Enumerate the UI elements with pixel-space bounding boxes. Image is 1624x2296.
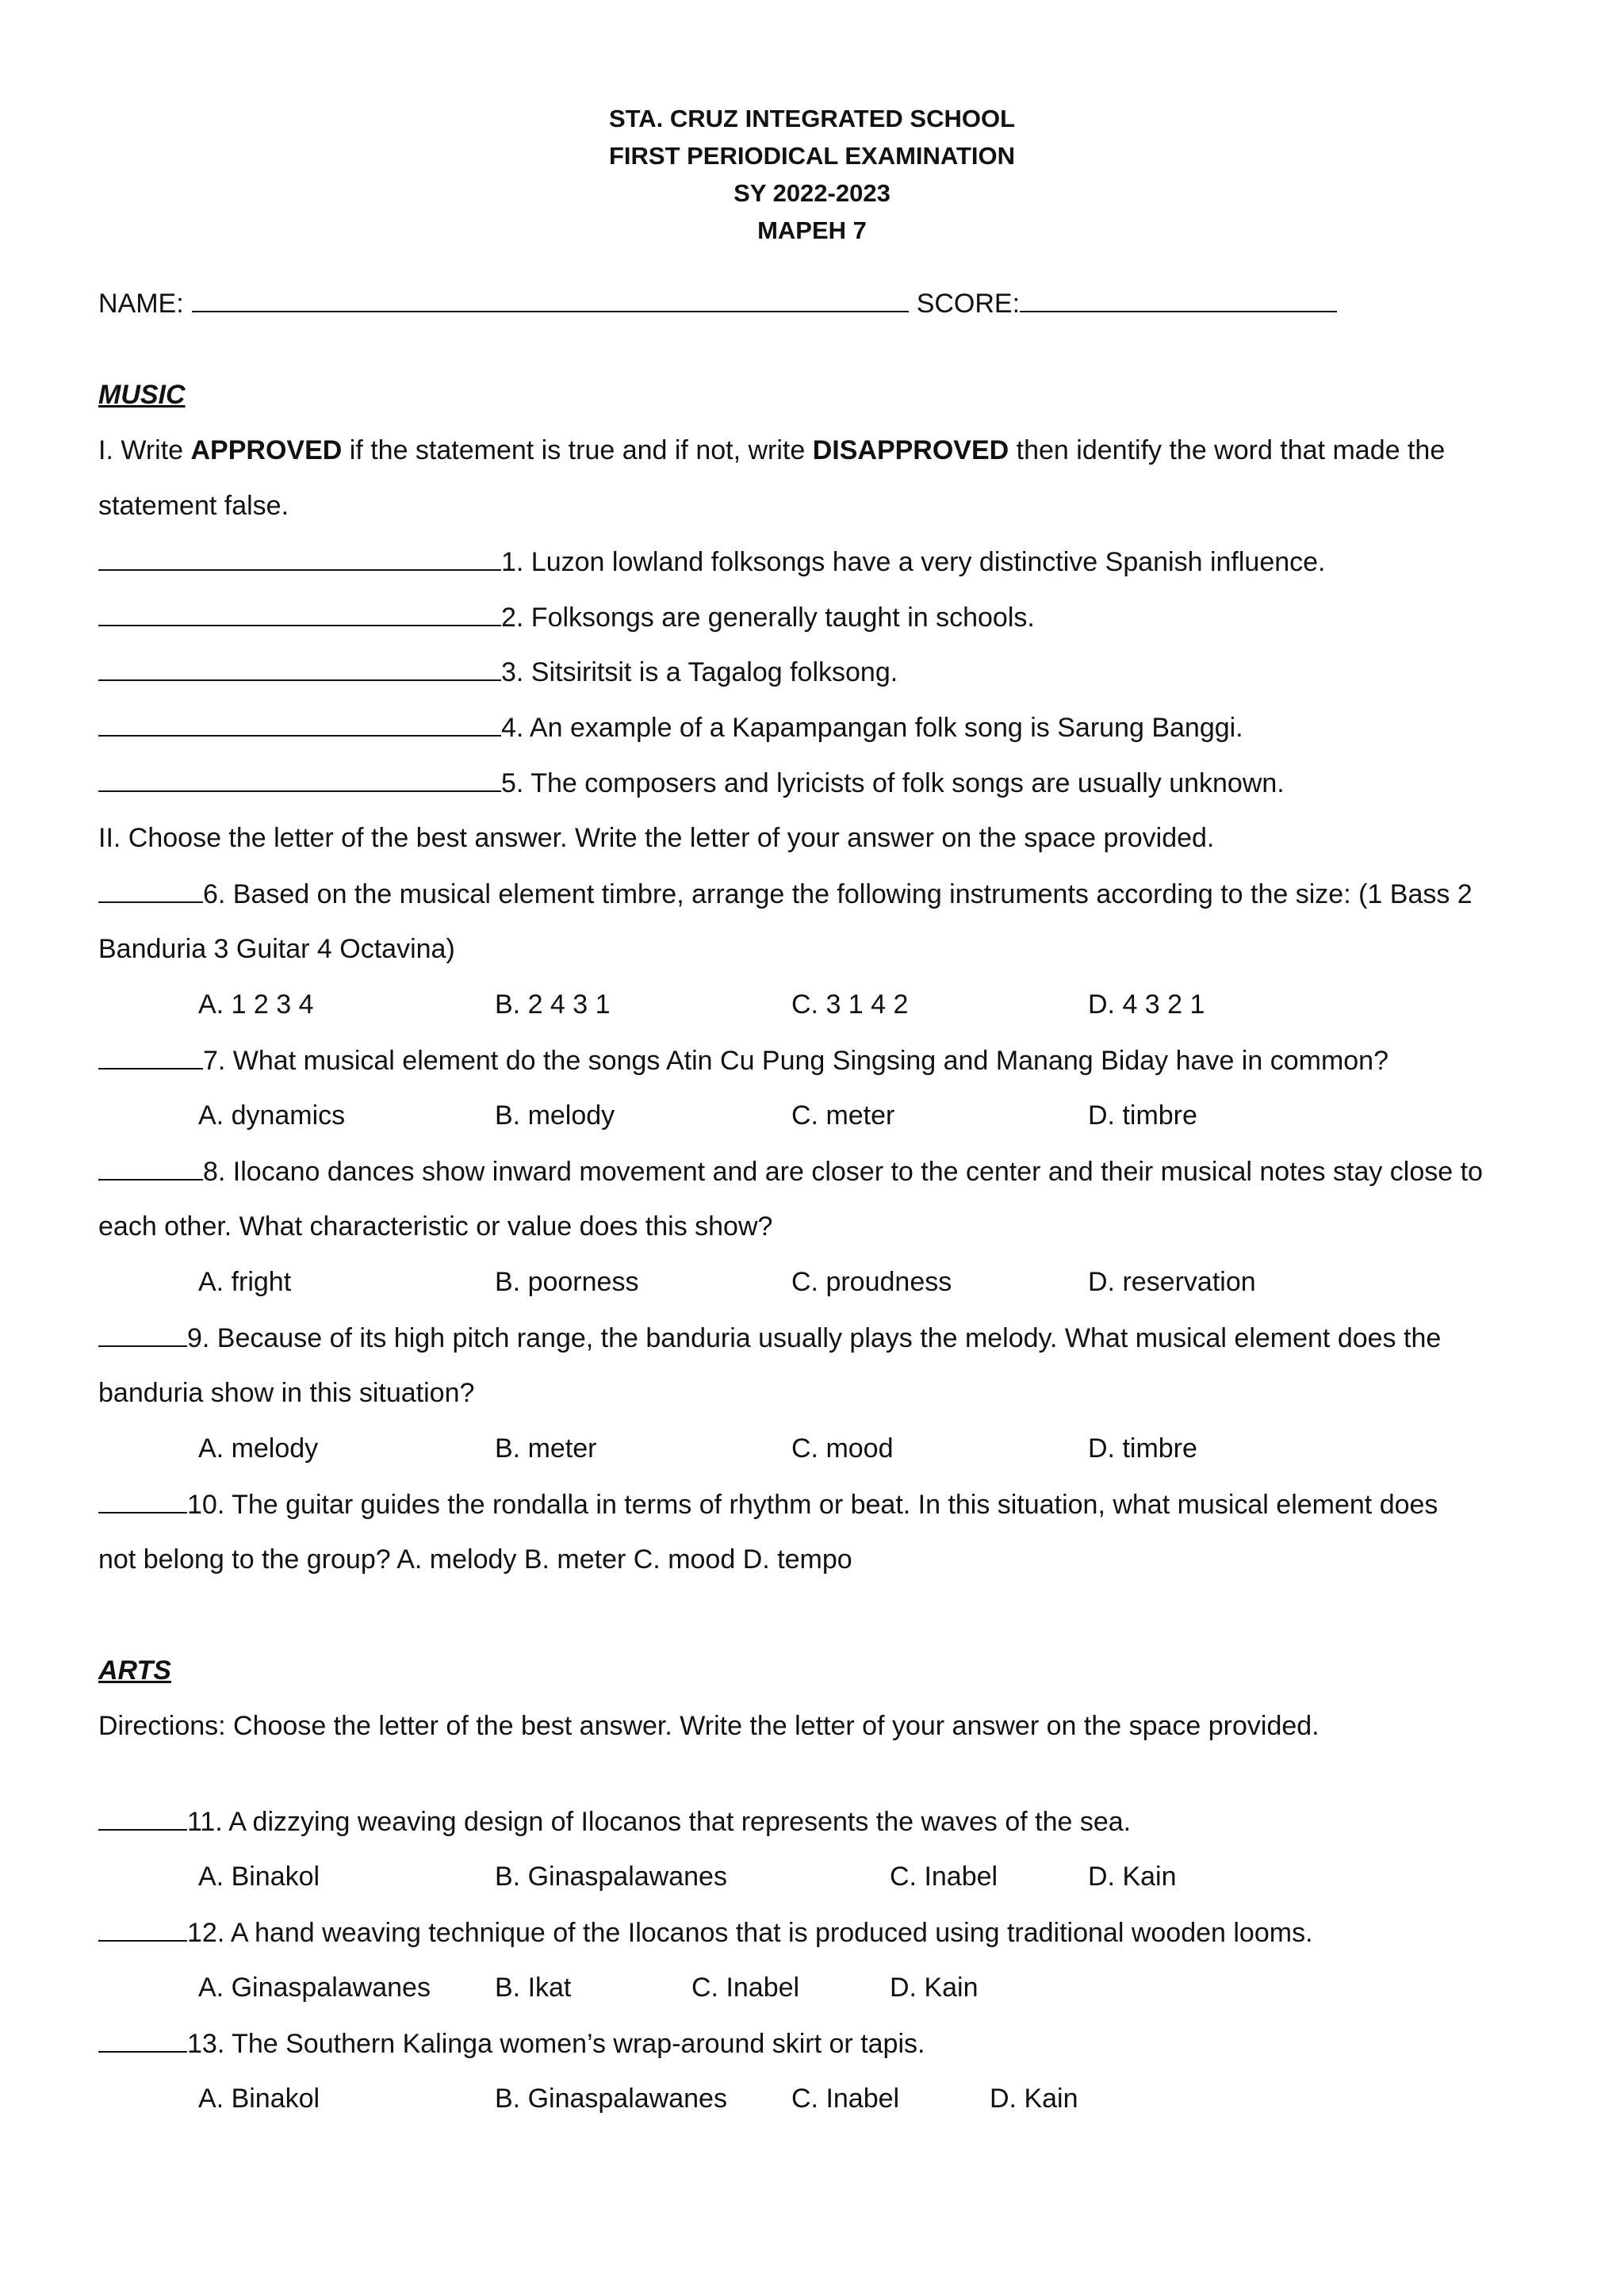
question-11: [98, 1805, 1131, 1838]
disapproved-keyword: DISAPPROVED: [812, 435, 1009, 465]
question-7-text: 7. What musical element do the songs Atin Cu Pung Singsing and Manang Biday have in common?: [203, 1046, 1388, 1076]
question-10-line2: not belong to the group? A. melody B. meter C. mood D. tempo: [98, 1544, 852, 1575]
name-field[interactable]: [192, 287, 909, 312]
part2-instructions: II. Choose the letter of the best answer. Write the letter of your answer on the space provided.: [98, 823, 1215, 853]
question-6: [98, 878, 1473, 910]
q13-choice-a: A. Binakol: [198, 2084, 320, 2114]
q8-choice-b: B. poorness: [495, 1267, 639, 1297]
q11-choice-b: B. Ginaspalawanes: [495, 1862, 727, 1892]
q12-choice-c: C. Inabel: [691, 1973, 800, 2003]
question-2: [98, 601, 1035, 633]
question-7: [98, 1044, 1388, 1077]
answer-blank-1[interactable]: [98, 545, 501, 571]
school-year: SY 2022-2023: [733, 179, 891, 207]
question-8-text: 8. Ilocano dances show inward movement and are closer to the center and their musical notes stay close to: [203, 1157, 1483, 1187]
q7-choice-d: D. timbre: [1088, 1100, 1197, 1131]
q12-choice-a: A. Ginaspalawanes: [198, 1973, 431, 2003]
answer-blank-10[interactable]: [98, 1488, 187, 1513]
score-label: SCORE:: [916, 289, 1021, 319]
answer-blank-13[interactable]: [98, 2027, 187, 2053]
question-3-text: 3. Sitsiritsit is a Tagalog folksong.: [501, 657, 898, 687]
answer-blank-11[interactable]: [98, 1805, 187, 1831]
q6-choice-b: B. 2 4 3 1: [495, 989, 611, 1020]
question-11-text: 11. A dizzying weaving design of Ilocanos that represents the waves of the sea.: [187, 1807, 1132, 1837]
question-10: [98, 1488, 1438, 1521]
q9-choice-b: B. meter: [495, 1433, 597, 1464]
q6-choice-d: D. 4 3 2 1: [1088, 989, 1205, 1020]
question-10-text: 10. The guitar guides the rondalla in terms of rhythm or beat. In this situation, what musical element does: [187, 1490, 1438, 1520]
question-9: [98, 1322, 1441, 1354]
part1-instructions: [98, 434, 1445, 466]
q9-choice-c: C. mood: [791, 1433, 894, 1464]
q8-choice-a: A. fright: [198, 1267, 292, 1297]
answer-blank-4[interactable]: [98, 711, 501, 737]
school-name: STA. CRUZ INTEGRATED SCHOOL: [608, 105, 1016, 132]
question-12: [98, 1916, 1313, 1949]
question-4: [98, 711, 1243, 744]
question-2-text: 2. Folksongs are generally taught in schools.: [501, 603, 1035, 633]
q7-choice-c: C. meter: [791, 1100, 895, 1131]
name-label: NAME:: [98, 289, 184, 319]
question-1-text: 1. Luzon lowland folksongs have a very distinctive Spanish influence.: [501, 547, 1326, 577]
music-section-title: MUSIC: [98, 380, 186, 410]
question-9-text: 9. Because of its high pitch range, the banduria usually plays the melody. What musical element does the: [187, 1323, 1442, 1353]
exam-header: [0, 100, 1624, 249]
question-13: [98, 2027, 925, 2060]
score-field[interactable]: [1020, 287, 1337, 312]
q13-choice-b: B. Ginaspalawanes: [495, 2084, 727, 2114]
answer-blank-5[interactable]: [98, 767, 501, 792]
question-6-line2: Banduria 3 Guitar 4 Octavina): [98, 934, 455, 964]
q11-choice-d: D. Kain: [1088, 1862, 1177, 1892]
q11-choice-c: C. Inabel: [890, 1862, 998, 1892]
q8-choice-c: C. proudness: [791, 1267, 952, 1297]
q6-choice-a: A. 1 2 3 4: [198, 989, 314, 1020]
q7-choice-a: A. dynamics: [198, 1100, 346, 1131]
question-5-text: 5. The composers and lyricists of folk songs are usually unknown.: [501, 768, 1285, 798]
q12-choice-d: D. Kain: [890, 1973, 979, 2003]
arts-section-title: ARTS: [98, 1655, 171, 1686]
q13-choice-d: D. Kain: [990, 2084, 1078, 2114]
name-score-row: [98, 287, 1337, 320]
answer-blank-9[interactable]: [98, 1322, 187, 1347]
part1-intro-suffix: then identify the word that made the: [1009, 435, 1446, 465]
answer-blank-8[interactable]: [98, 1155, 203, 1181]
question-3: [98, 656, 898, 688]
exam-title: FIRST PERIODICAL EXAMINATION: [608, 142, 1016, 170]
approved-keyword: APPROVED: [190, 435, 343, 465]
question-13-text: 13. The Southern Kalinga women’s wrap-around skirt or tapis.: [187, 2029, 925, 2059]
part1-intro-prefix: I. Write: [98, 435, 191, 465]
q11-choice-a: A. Binakol: [198, 1862, 320, 1892]
arts-directions: Directions: Choose the letter of the best answer. Write the letter of your answer on the space provided.: [98, 1711, 1320, 1741]
question-8-line2: each other. What characteristic or value does this show?: [98, 1211, 773, 1242]
question-9-line2: banduria show in this situation?: [98, 1378, 475, 1408]
q9-choice-d: D. timbre: [1088, 1433, 1197, 1464]
answer-blank-7[interactable]: [98, 1044, 203, 1070]
question-1: [98, 545, 1326, 578]
answer-blank-3[interactable]: [98, 656, 501, 681]
subject-title: MAPEH 7: [757, 216, 867, 244]
q12-choice-b: B. Ikat: [495, 1973, 572, 2003]
q9-choice-a: A. melody: [198, 1433, 319, 1464]
part1-intro-mid: if the statement is true and if not, write: [342, 435, 813, 465]
part1-instructions-line2: statement false.: [98, 491, 289, 521]
answer-blank-2[interactable]: [98, 601, 501, 626]
q7-choice-b: B. melody: [495, 1100, 615, 1131]
question-4-text: 4. An example of a Kapampangan folk song is Sarung Banggi.: [501, 713, 1243, 743]
question-8: [98, 1155, 1483, 1188]
q6-choice-c: C. 3 1 4 2: [791, 989, 909, 1020]
answer-blank-12[interactable]: [98, 1916, 187, 1942]
q13-choice-c: C. Inabel: [791, 2084, 900, 2114]
question-6-text: 6. Based on the musical element timbre, arrange the following instruments according to the size: (1 Bass 2: [203, 879, 1473, 909]
question-5: [98, 767, 1285, 799]
answer-blank-6[interactable]: [98, 878, 203, 903]
q8-choice-d: D. reservation: [1088, 1267, 1256, 1297]
question-12-text: 12. A hand weaving technique of the Ilocanos that is produced using traditional wooden looms.: [187, 1918, 1313, 1948]
